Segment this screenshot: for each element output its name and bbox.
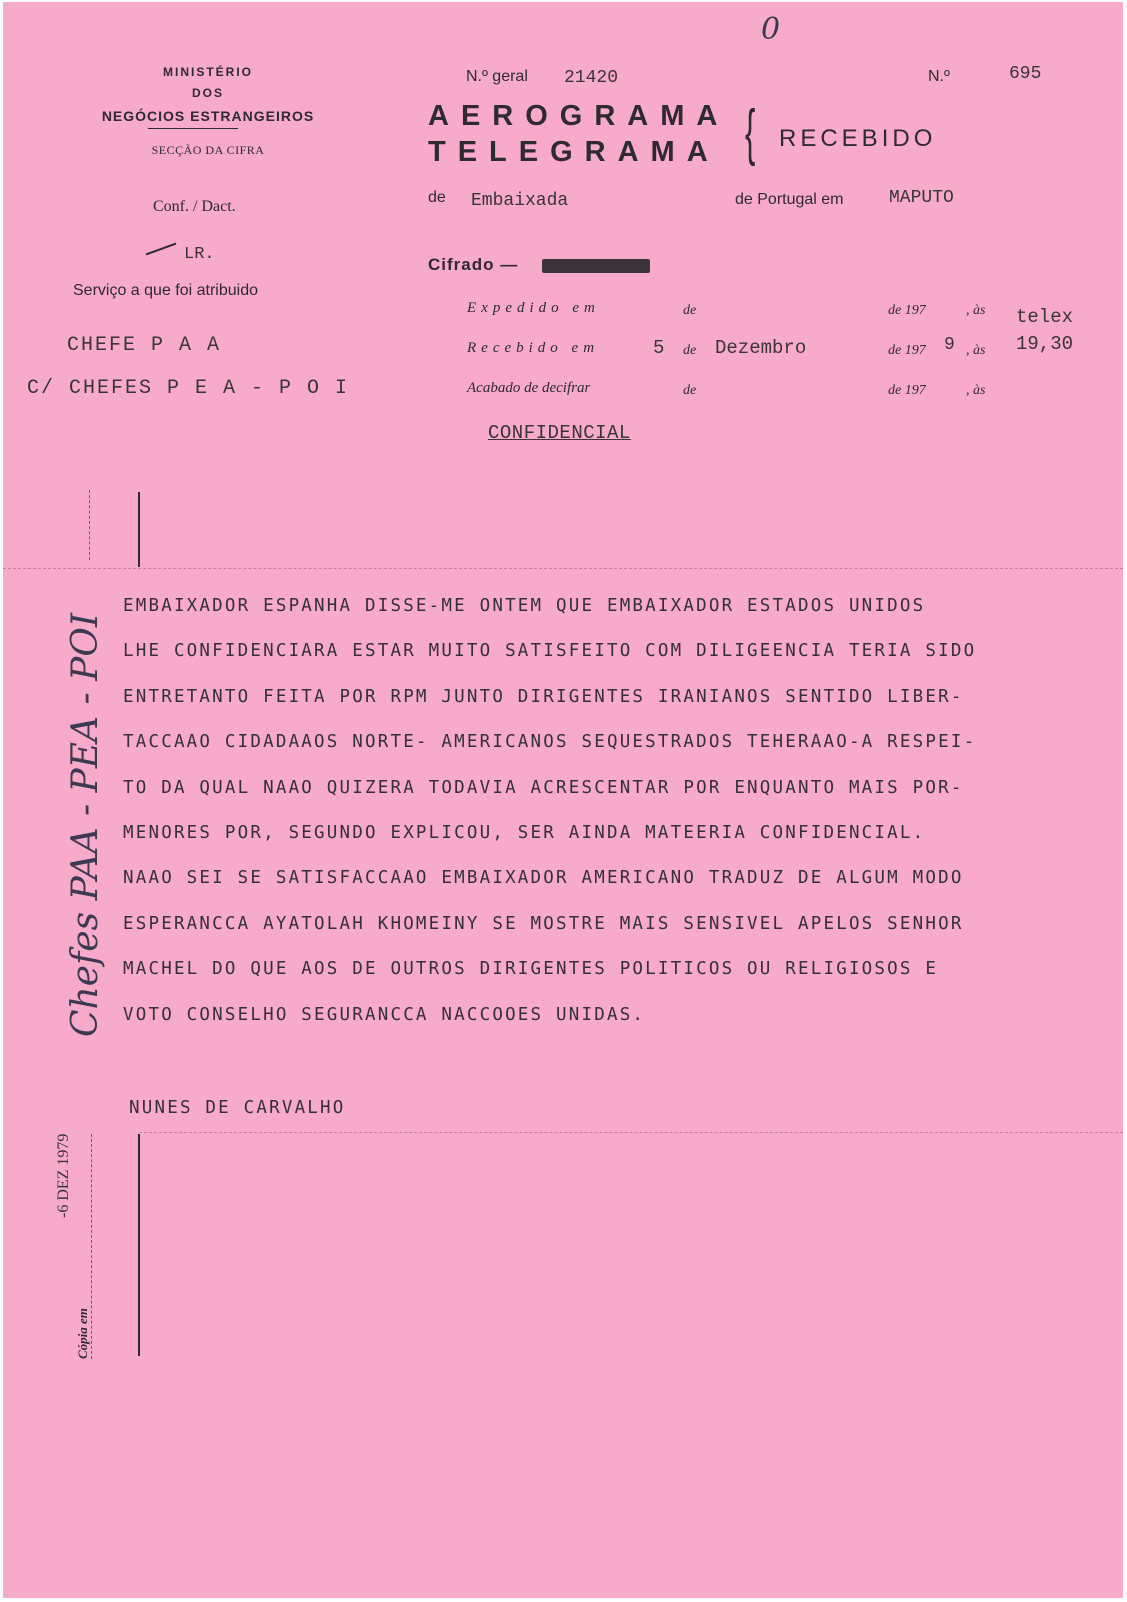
margin-rule-top: [138, 492, 140, 567]
top-handwritten-mark: 0: [761, 12, 781, 47]
de-label: de: [428, 189, 446, 206]
acabado-label: Acabado de decifrar: [467, 380, 591, 396]
body-line: MENORES POR, SEGUNDO EXPLICOU, SER AINDA MATEERIA CONFIDENCIAL.: [123, 823, 926, 843]
numero-value: 695: [1009, 64, 1042, 84]
body-line: NAAO SEI SE SATISFACCAAO EMBAIXADOR AMERICANO TRADUZ DE ALGUM MODO: [123, 868, 964, 888]
classification: CONFIDENCIAL: [488, 422, 631, 444]
acabado-year-label: de 197: [888, 383, 926, 398]
servico-label: Serviço a que foi atribuido: [73, 282, 258, 299]
recebido-month: Dezembro: [715, 337, 807, 359]
de-portugal-label: de Portugal em: [735, 191, 844, 208]
chefe-recipient: CHEFE P A A: [67, 334, 222, 357]
de-value: Embaixada: [471, 191, 569, 211]
ministry-line-1: MINISTÉRIO: [162, 65, 253, 79]
recebido-year: 9: [944, 335, 955, 355]
recebido-as-label: , às: [966, 343, 986, 358]
recebido-day: 5: [653, 337, 665, 359]
ministry-underline: [148, 128, 238, 129]
body-line: LHE CONFIDENCIARA ESTAR MUITO SATISFEITO COM DILIGEENCIA TERIA SIDO: [123, 641, 977, 661]
copia-date-stamp: -6 DEZ 1979: [55, 1133, 72, 1218]
lr-check-mark: [146, 243, 177, 256]
conf-dact-label: Conf. / Dact.: [153, 198, 236, 215]
type-brace: {: [745, 98, 756, 167]
fold-line-top: [3, 568, 1123, 569]
lr-initials: LR.: [184, 245, 215, 264]
cifrado-stamp: [542, 259, 650, 273]
body-line: TACCAAO CIDADAAOS NORTE- AMERICANOS SEQUESTRADOS TEHERAAO-A RESPEI-: [123, 732, 977, 752]
margin-rule-bottom: [138, 1134, 140, 1356]
body-line: TO DA QUAL NAAO QUIZERA TODAVIA ACRESCENTAR POR ENQUANTO MAIS POR-: [123, 778, 964, 798]
recebido-de-label: de: [683, 343, 697, 358]
margin-handwritten-note: Chefes PAA - PEA - POI: [65, 612, 106, 1037]
ministry-line-2: DOS: [191, 86, 224, 100]
fold-line-bottom: [139, 1132, 1123, 1133]
recebido-time: 19,30: [1016, 333, 1074, 355]
expedido-label: Expedido em: [467, 300, 600, 316]
body-line: MACHEL DO QUE AOS DE OUTROS DIRIGENTES POLITICOS OU RELIGIOSOS E: [123, 959, 939, 979]
recebido-label: Recebido em: [467, 340, 600, 356]
ministry-line-3: NEGÓCIOS ESTRANGEIROS: [101, 108, 315, 124]
expedido-de-label: de: [683, 303, 697, 318]
ministry-section: SECÇÃO DA CIFRA: [151, 143, 265, 157]
type-aerograma: AEROGRAMA: [428, 100, 730, 132]
copia-label: Cópia em: [75, 1308, 90, 1359]
de-portugal-value: MAPUTO: [889, 188, 954, 208]
numero-label: N.º: [928, 68, 950, 85]
dashed-rule-top: [89, 490, 90, 560]
numero-geral-label: N.º geral: [466, 68, 528, 85]
acabado-as-label: , às: [966, 383, 986, 398]
dashed-rule-bottom: [91, 1134, 92, 1359]
status-recebido: RECEBIDO: [779, 125, 937, 152]
expedido-telex: telex: [1016, 306, 1074, 328]
body-line: ENTRETANTO FEITA POR RPM JUNTO DIRIGENTES IRANIANOS SENTIDO LIBER-: [123, 687, 964, 707]
cifrado-label: Cifrado —: [428, 255, 519, 274]
body-line: ESPERANCCA AYATOLAH KHOMEINY SE MOSTRE MAIS SENSIVEL APELOS SENHOR: [123, 914, 964, 934]
signature: NUNES DE CARVALHO: [129, 1098, 346, 1118]
acabado-de-label: de: [683, 383, 697, 398]
body-line: VOTO CONSELHO SEGURANCCA NACCOOES UNIDAS.: [123, 1005, 646, 1025]
expedido-as-label: , às: [966, 303, 986, 318]
telegram-form: [3, 2, 1123, 1598]
expedido-year-label: de 197: [888, 303, 926, 318]
type-telegrama: TELEGRAMA: [428, 136, 720, 168]
numero-geral-value: 21420: [564, 68, 619, 88]
chefes-copy-recipients: C/ CHEFES P E A - P O I: [27, 377, 350, 400]
recebido-year-label: de 197: [888, 343, 926, 358]
body-line: EMBAIXADOR ESPANHA DISSE-ME ONTEM QUE EMBAIXADOR ESTADOS UNIDOS: [123, 596, 926, 616]
